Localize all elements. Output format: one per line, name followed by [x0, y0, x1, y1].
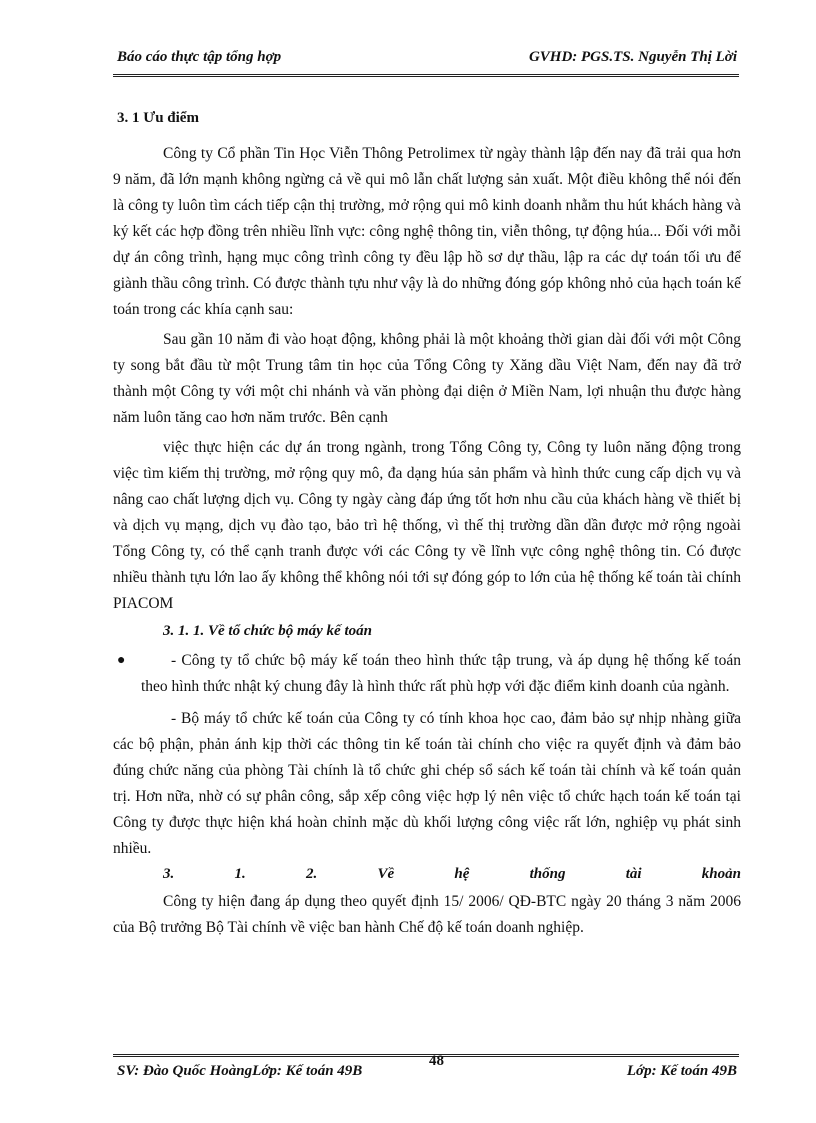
paragraph-2: Sau gần 10 năm đi vào hoạt động, không phải là một khoảng thời gian dài đối với một Công ty song bắt đầu từ một Trung tâm tin học của Tổng Công ty Xăng dầu Việt Nam, đến nay đã trở thành một Công ty với một chi nhánh và văn phòng đại diện ở Miền Nam, lợi nhuận thu được hàng năm luôn tăng cao hơn năm trước. Bên cạnh	[113, 331, 741, 426]
subsection-heading-2	[163, 866, 741, 883]
paragraph-4: - Bộ máy tổ chức kế toán của Công ty có tính khoa học cao, đảm bảo sự nhịp nhàng giữa các bộ phận, phản ánh kịp thời các thông tin kế toán tài chính cho việc ra quyết định và đảm bảo đúng chức năng của phòng Tài chính là tổ chức ghi chép sổ sách kế toán tài chính và kế toán quản trị. Hơn nữa, nhờ có sự phân công, sắp xếp công việc hợp lý nên việc tổ chức hạch toán kế toán tại Công ty được thực hiện khá hoàn chỉnh mặc dù khối lượng công việc rất lớn, nghiệp vụ phát sinh nhiều.	[113, 710, 741, 857]
header-report-title: Báo cáo thực tập tổng hợp	[117, 49, 282, 65]
page-footer	[113, 1054, 739, 1087]
subsection-heading-1: 3. 1. 1. Về tổ chức bộ máy kế toán	[163, 623, 372, 639]
heading-word: hệ	[454, 866, 470, 882]
section-heading: 3. 1 Ưu điểm	[117, 110, 199, 126]
heading-word: khoản	[701, 866, 741, 882]
bullet-text: - Công ty tổ chức bộ máy kế toán theo hình thức tập trung, và áp dụng hệ thống kế toán theo hình thức nhật ký chung đây là hình thức rất phù hợp với đặc điểm kinh doanh của ngành.	[141, 652, 741, 695]
header-supervisor: GVHD: PGS.TS. Nguyễn Thị Lời	[528, 49, 737, 65]
heading-word: 3.	[163, 866, 175, 882]
paragraph-1: Công ty Cổ phần Tin Học Viễn Thông Petrolimex từ ngày thành lập đến nay đã trải qua hơn 9 năm, đã lớn mạnh không ngừng cả về qui mô lẫn chất lượng sản xuất. Một điều không thể nói đến là công ty luôn tìm cách tiếp cận thị trường, mở rộng qui mô kinh doanh nhằm thu hút khách hàng và ký kết các hợp đồng trên nhiều lĩnh vực: công nghệ thông tin, viễn thông, tự động húa... Đối với mỗi dự án công trình, hạng mục công trình công ty đều lập hồ sơ dự thầu, lập ra các dự toán tối ưu để giành thầu công trình. Có được thành tựu như vậy là do những đóng góp không nhỏ của hạch toán kế toán trong các khía cạnh sau:	[113, 145, 741, 318]
document-body	[113, 110, 741, 941]
heading-word: 2.	[305, 866, 318, 882]
heading-word: Về	[377, 866, 395, 882]
bullet-item	[113, 648, 741, 700]
heading-word: 1.	[234, 866, 246, 882]
paragraph-3: việc thực hiện các dự án trong ngành, trong Tổng Công ty, Công ty luôn năng động trong việc tìm kiếm thị trường, mở rộng quy mô, đa dạng húa sản phẩm và hình thức cung cấp dịch vụ và nâng cao chất lượng dịch vụ. Công ty ngày càng đáp ứng tốt hơn nhu cầu của khách hàng về thiết bị và dịch vụ mạng, dịch vụ đào tạo, bảo trì hệ thống, vì thế thị trường dần dần được mở rộng ngoài Tổng Công ty, có thể cạnh tranh được với các Công ty về lĩnh vực công nghệ thông tin. Có được nhiều thành tựu lớn lao ấy không thể không nói tới sự đóng góp to lớn của hệ thống kế toán tài chính PIACOM	[113, 439, 741, 612]
footer-class: Lớp: Kế toán 49B	[626, 1063, 737, 1079]
heading-word: tài	[625, 866, 642, 882]
paragraph-5: Công ty hiện đang áp dụng theo quyết định 15/ 2006/ QĐ-BTC ngày 20 tháng 3 năm 2006 của Bộ trưởng Bộ Tài chính về việc ban hành Chế độ kế toán doanh nghiệp.	[113, 893, 741, 936]
heading-word: thống	[529, 866, 566, 882]
page-number: 48	[429, 1053, 444, 1069]
footer-student: SV: Đào Quốc HoàngLớp: Kế toán 49B	[117, 1063, 363, 1079]
bullet-dot: ●	[117, 653, 126, 668]
page-header	[113, 44, 739, 77]
